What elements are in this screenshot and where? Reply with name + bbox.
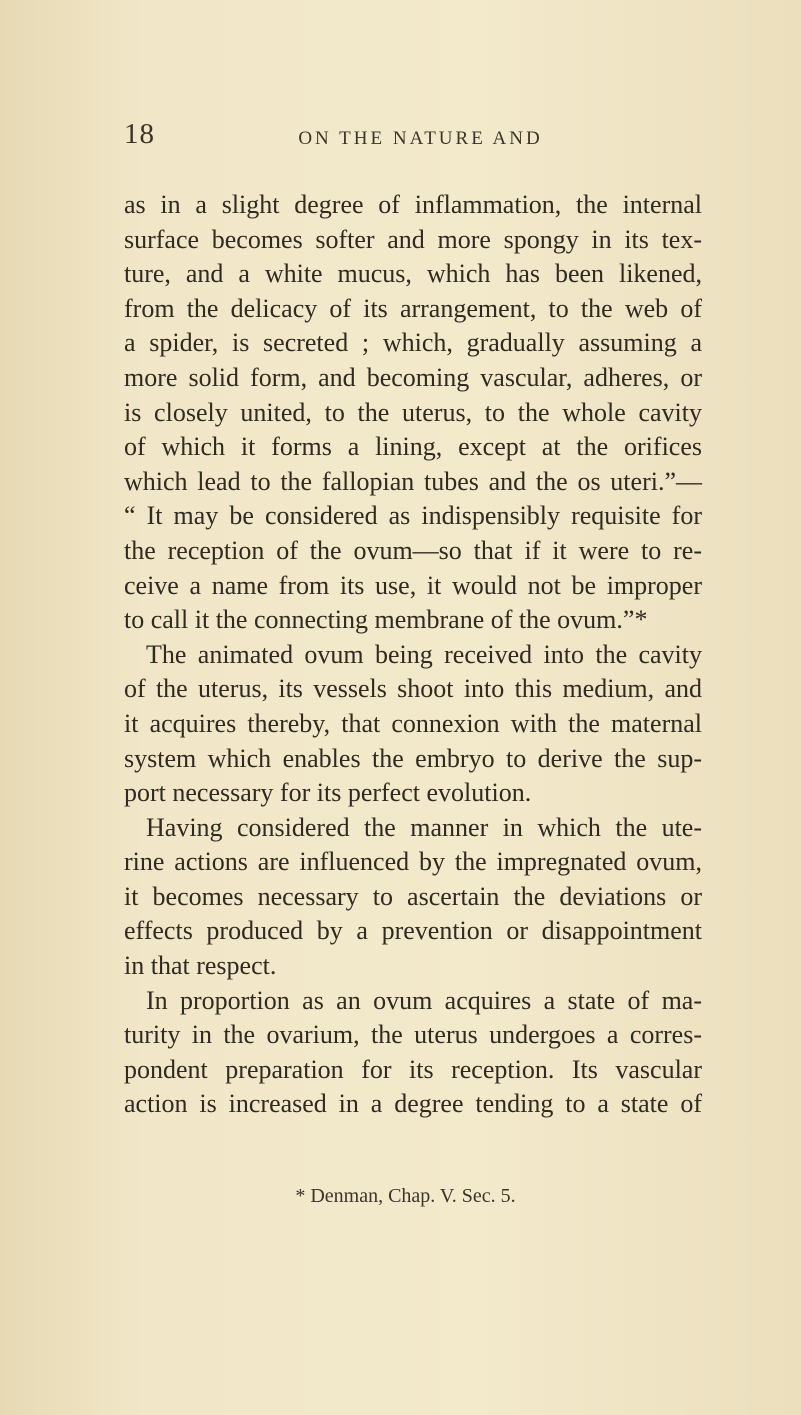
text-line: to call it the connecting membrane of the ovum.”* — [124, 605, 648, 635]
text-line: ceive a name from its use, it would not be improper — [124, 570, 702, 600]
text-line: more solid form, and becoming vascular, adheres, or — [124, 362, 702, 392]
text-line: in that respect. — [124, 951, 277, 981]
text-line: a spider, is secreted ; which, gradually assuming a — [124, 328, 702, 358]
text-line: as in a slight degree of inflammation, the internal — [124, 190, 702, 219]
text-line: of the uterus, its vessels shoot into this medium, and — [124, 674, 702, 704]
body-text — [124, 188, 702, 1122]
text-line: ture, and a white mucus, which has been likened, — [124, 259, 702, 289]
text-line: surface becomes softer and more spongy in its tex- — [124, 224, 702, 254]
text-line: Having considered the manner in which the ute- — [146, 812, 702, 842]
footnote: * Denman, Chap. V. Sec. 5. — [295, 1185, 516, 1207]
text-line: of which it forms a lining, except at the orifices — [124, 432, 702, 462]
text-line: it acquires thereby, that connexion with the maternal — [124, 708, 702, 738]
running-head: ON THE NATURE AND — [298, 128, 543, 149]
text-line: is closely united, to the uterus, to the whole cavity — [124, 397, 702, 427]
text-line: “ It may be considered as indispensibly requisite for — [124, 501, 702, 531]
text-line: system which enables the embryo to derive the sup- — [124, 743, 702, 773]
text-line: The animated ovum being received into the cavity — [146, 639, 702, 669]
page-header — [0, 118, 801, 158]
page-number: 18 — [124, 118, 155, 150]
text-line: turity in the ovarium, the uterus undergoes a corres- — [124, 1020, 702, 1050]
text-line: it becomes necessary to ascertain the deviations or — [124, 881, 702, 911]
text-line: pondent preparation for its reception. Its vascular — [124, 1054, 702, 1084]
text-line: effects produced by a prevention or disappointment — [124, 916, 702, 946]
text-line: port necessary for its perfect evolution. — [124, 778, 532, 808]
text-line: rine actions are influenced by the impregnated ovum, — [124, 847, 702, 877]
text-line: which lead to the fallopian tubes and the os uteri.”— — [124, 466, 702, 496]
text-line: In proportion as an ovum acquires a state of ma- — [146, 985, 702, 1015]
text-line: the reception of the ovum—so that if it were to re- — [124, 535, 702, 565]
text-line: from the delicacy of its arrangement, to the web of — [124, 293, 702, 323]
text-line: action is increased in a degree tending to a state of — [124, 1089, 702, 1119]
